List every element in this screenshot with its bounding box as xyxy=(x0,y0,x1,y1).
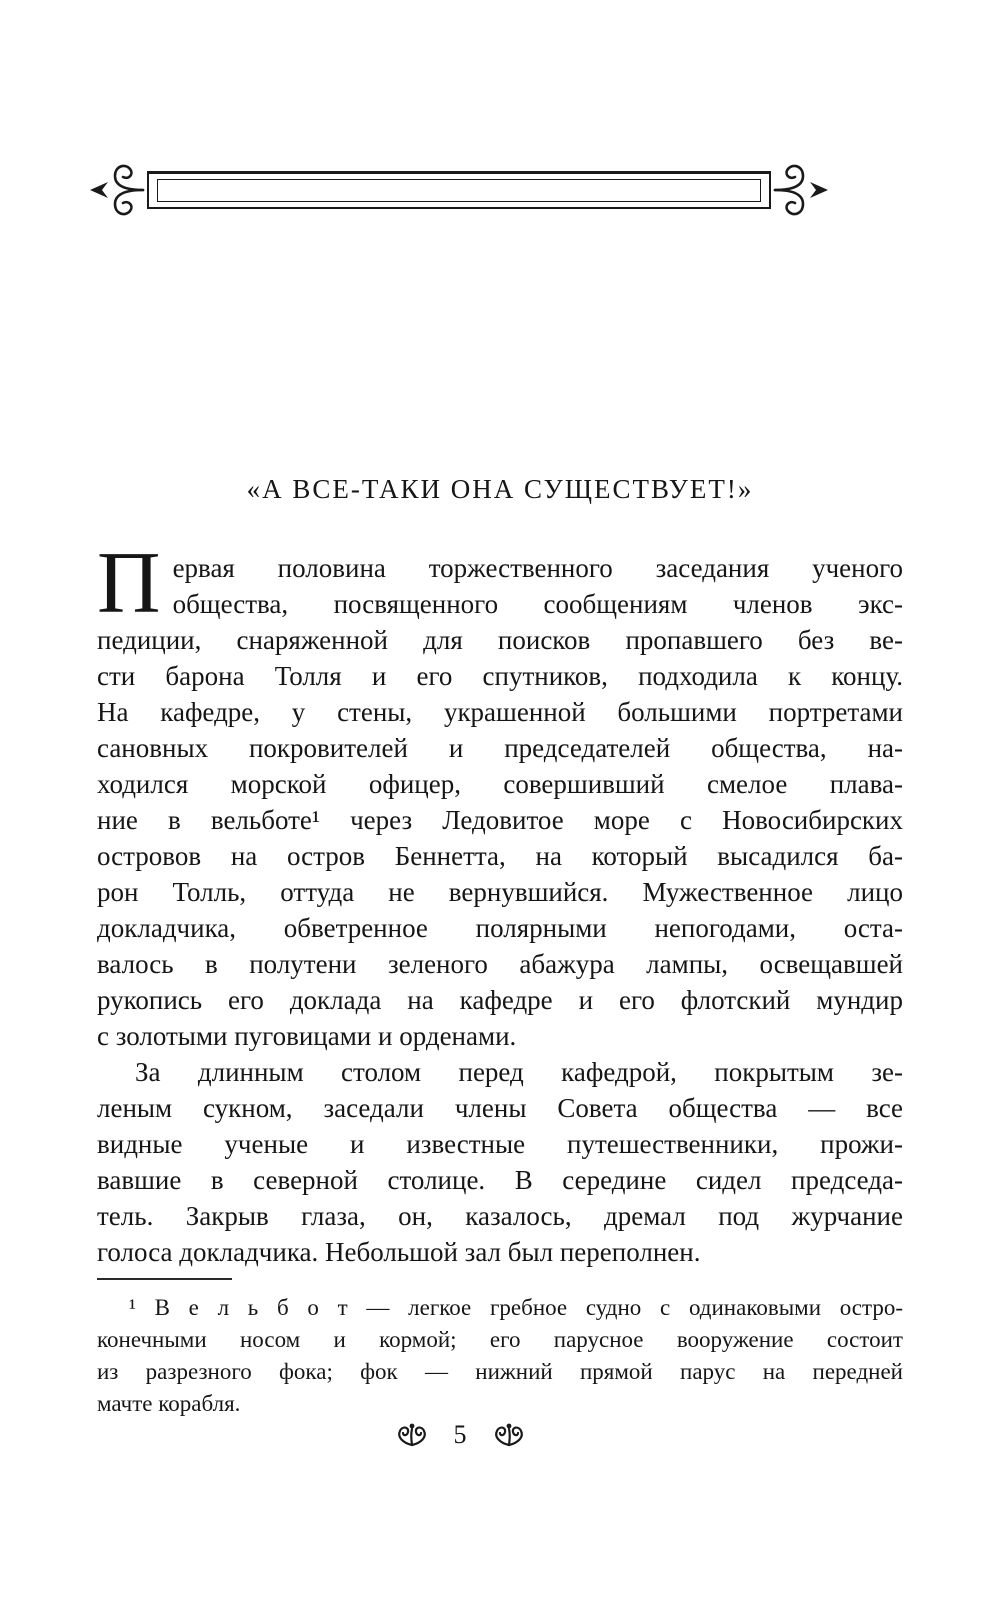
text-line: На кафедре, у стены, украшенной большими портретами xyxy=(97,697,903,727)
body-text xyxy=(97,535,903,1270)
header-ornament xyxy=(85,158,833,222)
text-line: общества, посвященного сообщениям членов экс- xyxy=(172,589,903,619)
footnote-line: конечными носом и кормой; его парусное вооружение состоит xyxy=(97,1327,903,1352)
footnote xyxy=(97,1292,903,1420)
ornament-bar-inner xyxy=(157,179,761,202)
chapter-title: «А ВСЕ-ТАКИ ОНА СУЩЕСТВУЕТ!» xyxy=(246,474,754,504)
text-line: сти барона Толля и его спутников, подходила к концу. xyxy=(97,661,903,691)
page-number: 5 xyxy=(453,1420,467,1449)
paragraph-1 xyxy=(97,535,903,1054)
scroll-flourish-icon xyxy=(85,158,147,222)
text-line: ервая половина торжественного заседания ученого xyxy=(172,553,903,583)
footnote-line: мачте корабля. xyxy=(97,1391,241,1416)
text-line: педиции, снаряженной для поисков пропавшего без ве- xyxy=(97,625,903,655)
fleuron-icon xyxy=(491,1421,527,1449)
text-line: с золотыми пуговицами и орденами. xyxy=(97,1021,517,1051)
fleuron-icon xyxy=(394,1421,430,1449)
text-line: голоса докладчика. Небольшой зал был переполнен. xyxy=(97,1237,701,1267)
footnote-rule xyxy=(97,1278,232,1280)
text-line: докладчика, обветренное полярными непогодами, оста- xyxy=(97,913,903,943)
text-line: сановных покровителей и председателей общества, на- xyxy=(97,733,903,763)
text-line: островов на остров Беннетта, на который высадился ба- xyxy=(97,841,903,871)
page-number-row xyxy=(0,1420,920,1450)
text-line: тель. Закрыв глаза, он, казалось, дремал под журчание xyxy=(97,1201,903,1231)
text-line: рон Толль, оттуда не вернувшийся. Мужественное лицо xyxy=(97,877,903,907)
paragraph-2 xyxy=(97,1054,903,1270)
text-line: видные ученые и известные путешественники, прожи- xyxy=(97,1129,903,1159)
ornament-bar xyxy=(147,171,771,209)
text-line: За длинным столом перед кафедрой, покрытым зе- xyxy=(135,1057,903,1087)
scroll-flourish-icon xyxy=(771,158,833,222)
footnote-line: из разрезного фока; фок — нижний прямой парус на передней xyxy=(97,1359,903,1384)
text-line: леным сукном, заседали члены Совета общества — все xyxy=(97,1093,903,1123)
text-line: рукопись его доклада на кафедре и его флотский мундир xyxy=(97,985,903,1015)
text-line: валось в полутени зеленого абажура лампы, освещавшей xyxy=(97,949,903,979)
drop-cap: П xyxy=(97,535,161,632)
text-line: вавшие в северной столице. В середине сидел председа- xyxy=(97,1165,903,1195)
footnote-line: ¹ В е л ь б о т — легкое гребное судно с одинаковыми остро- xyxy=(129,1295,903,1320)
text-line: ние в вельботе¹ через Ледовитое море с Новосибирских xyxy=(97,805,903,835)
text-line: ходился морской офицер, совершивший смелое плава- xyxy=(97,769,903,799)
